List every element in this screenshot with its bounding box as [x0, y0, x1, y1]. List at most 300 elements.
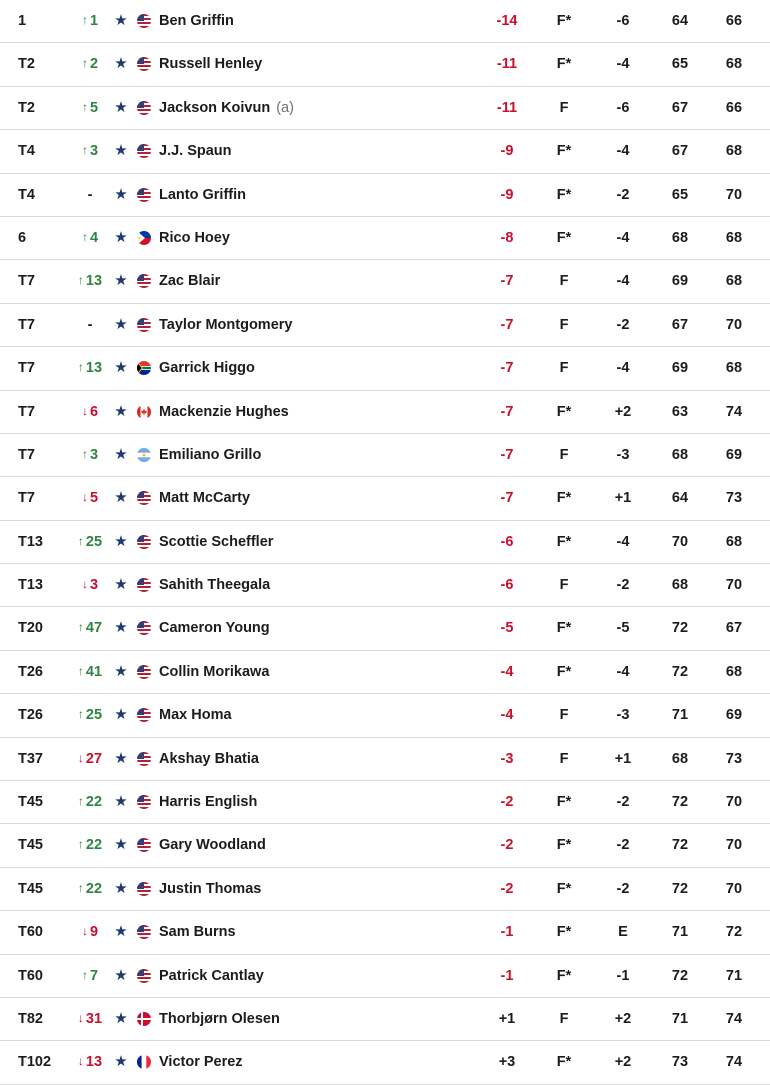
- round-score: +1: [614, 490, 632, 507]
- down-arrow-icon: ↓: [81, 577, 88, 592]
- round-2-strokes: 70: [725, 794, 743, 811]
- player-name-text: Harris English: [159, 794, 258, 811]
- thru-status: F: [559, 316, 569, 333]
- table-row[interactable]: [0, 304, 770, 347]
- table-row[interactable]: [0, 174, 770, 217]
- movement-value: 2: [89, 56, 99, 73]
- round-1-strokes: 68: [671, 750, 689, 767]
- thru-status: F*: [556, 663, 572, 680]
- movement-value: 6: [89, 403, 99, 420]
- round-2-strokes: 70: [725, 577, 743, 594]
- player-name-text: J.J. Spaun: [159, 143, 232, 160]
- position-cell: T60: [18, 967, 43, 984]
- round-score: -4: [616, 229, 630, 246]
- favorite-star-icon[interactable]: ★: [114, 749, 128, 767]
- round-score: -2: [616, 316, 630, 333]
- round-1-strokes: 73: [671, 1054, 689, 1071]
- total-score: -7: [500, 490, 514, 507]
- position-cell: T26: [18, 707, 43, 724]
- position-cell: T13: [18, 577, 43, 594]
- usa-flag-icon: [137, 188, 151, 202]
- thru-status: F*: [556, 56, 572, 73]
- thru-status: F*: [556, 794, 572, 811]
- round-score: +2: [614, 1010, 632, 1027]
- favorite-star-icon[interactable]: ★: [114, 12, 128, 29]
- down-arrow-icon: ↓: [77, 1054, 84, 1069]
- favorite-star-icon[interactable]: ★: [114, 532, 128, 550]
- usa-flag-icon: [137, 795, 151, 809]
- player-name[interactable]: [159, 43, 262, 85]
- player-name[interactable]: [159, 0, 234, 42]
- position-cell: T7: [18, 490, 35, 507]
- position-movement: [72, 391, 108, 433]
- movement-value: 41: [85, 663, 103, 680]
- round-score: -4: [616, 143, 630, 160]
- position-movement: [72, 0, 108, 42]
- round-2-strokes: 70: [725, 186, 743, 203]
- thru-status: F*: [556, 143, 572, 160]
- position-movement: [72, 564, 108, 606]
- position-movement: [72, 1041, 108, 1083]
- round-score: +2: [614, 1054, 632, 1071]
- usa-flag-icon: [137, 14, 151, 28]
- favorite-star-icon[interactable]: ★: [114, 662, 128, 680]
- movement-value: 13: [85, 1054, 103, 1071]
- movement-value: 27: [85, 750, 103, 767]
- total-score: -5: [500, 620, 514, 637]
- table-row[interactable]: [0, 217, 770, 260]
- position-movement: [72, 694, 108, 736]
- player-name-text: Mackenzie Hughes: [159, 403, 289, 420]
- position-movement: [72, 651, 108, 693]
- position-cell: T4: [18, 143, 35, 160]
- position-movement: [72, 607, 108, 649]
- player-name[interactable]: [159, 955, 264, 997]
- position-movement: [72, 955, 108, 997]
- total-score: -9: [500, 186, 514, 203]
- thru-status: F*: [556, 490, 572, 507]
- up-arrow-icon: ↑: [81, 446, 88, 461]
- position-movement: [72, 174, 108, 216]
- round-score: -1: [616, 967, 630, 984]
- movement-value: 22: [85, 880, 103, 897]
- player-name[interactable]: [159, 87, 294, 129]
- usa-flag-icon: [137, 101, 151, 115]
- down-arrow-icon: ↓: [77, 750, 84, 765]
- movement-value: 9: [89, 924, 99, 941]
- position-movement: [72, 477, 108, 519]
- thru-status: F: [559, 577, 569, 594]
- favorite-star-icon[interactable]: ★: [114, 142, 128, 160]
- favorite-star-icon[interactable]: ★: [114, 1009, 128, 1027]
- table-row[interactable]: [0, 651, 770, 694]
- favorite-star-icon[interactable]: ★: [114, 836, 128, 854]
- player-name-text: Cameron Young: [159, 620, 270, 637]
- movement-value: -: [87, 316, 93, 333]
- total-score: -1: [500, 967, 514, 984]
- favorite-star-icon[interactable]: ★: [114, 923, 128, 941]
- player-name[interactable]: [159, 347, 255, 389]
- player-name[interactable]: [159, 304, 292, 346]
- thru-status: F*: [556, 13, 572, 29]
- usa-flag-icon: [137, 57, 151, 71]
- player-name[interactable]: [159, 477, 250, 519]
- round-2-strokes: 68: [725, 273, 743, 290]
- round-score: -5: [616, 620, 630, 637]
- round-1-strokes: 72: [671, 967, 689, 984]
- table-row[interactable]: [0, 694, 770, 737]
- position-movement: [72, 434, 108, 476]
- total-score: -1: [500, 924, 514, 941]
- usa-flag-icon: [137, 665, 151, 679]
- movement-value: 13: [85, 273, 103, 290]
- round-1-strokes: 72: [671, 880, 689, 897]
- usa-flag-icon: [137, 318, 151, 332]
- position-movement: [72, 738, 108, 780]
- favorite-star-icon[interactable]: ★: [114, 576, 128, 594]
- up-arrow-icon: ↑: [81, 56, 88, 71]
- down-arrow-icon: ↓: [81, 924, 88, 939]
- position-movement: [72, 130, 108, 172]
- round-1-strokes: 71: [671, 924, 689, 941]
- player-name-text: Gary Woodland: [159, 837, 266, 854]
- total-score: -4: [500, 663, 514, 680]
- favorite-star-icon[interactable]: ★: [114, 185, 128, 203]
- position-movement: [72, 998, 108, 1040]
- round-score: -4: [616, 273, 630, 290]
- movement-value: 1: [89, 13, 99, 29]
- round-score: -2: [616, 880, 630, 897]
- round-1-strokes: 72: [671, 620, 689, 637]
- total-score: -7: [500, 360, 514, 377]
- table-row[interactable]: [0, 130, 770, 173]
- player-name[interactable]: [159, 174, 246, 216]
- philippines-flag-icon: [137, 231, 151, 245]
- round-1-strokes: 69: [671, 273, 689, 290]
- usa-flag-icon: [137, 621, 151, 635]
- total-score: -7: [500, 273, 514, 290]
- position-movement: [72, 217, 108, 259]
- up-arrow-icon: ↑: [81, 143, 88, 158]
- round-2-strokes: 68: [725, 360, 743, 377]
- total-score: -7: [500, 316, 514, 333]
- player-name[interactable]: [159, 694, 232, 736]
- table-row[interactable]: [0, 87, 770, 130]
- round-score: -4: [616, 56, 630, 73]
- round-score: +2: [614, 403, 632, 420]
- usa-flag-icon: [137, 708, 151, 722]
- player-name[interactable]: [159, 521, 273, 563]
- favorite-star-icon[interactable]: ★: [114, 98, 128, 116]
- movement-value: 13: [85, 360, 103, 377]
- table-row[interactable]: [0, 564, 770, 607]
- position-cell: T20: [18, 620, 43, 637]
- round-2-strokes: 67: [725, 620, 743, 637]
- total-score: -2: [500, 837, 514, 854]
- favorite-star-icon[interactable]: ★: [114, 402, 128, 420]
- round-1-strokes: 65: [671, 186, 689, 203]
- player-name[interactable]: [159, 1041, 243, 1083]
- round-2-strokes: 68: [725, 56, 743, 73]
- usa-flag-icon: [137, 274, 151, 288]
- movement-value: 3: [89, 143, 99, 160]
- position-cell: T4: [18, 186, 35, 203]
- denmark-flag-icon: [137, 1012, 151, 1026]
- usa-flag-icon: [137, 535, 151, 549]
- total-score: -4: [500, 707, 514, 724]
- round-1-strokes: 72: [671, 663, 689, 680]
- round-score: E: [618, 924, 628, 941]
- round-score: -6: [616, 99, 630, 116]
- round-2-strokes: 68: [725, 663, 743, 680]
- up-arrow-icon: ↑: [77, 273, 84, 288]
- position-cell: T13: [18, 533, 43, 550]
- up-arrow-icon: ↑: [77, 360, 84, 375]
- position-cell: T2: [18, 99, 35, 116]
- usa-flag-icon: [137, 752, 151, 766]
- total-score: -8: [500, 229, 514, 246]
- round-1-strokes: 71: [671, 707, 689, 724]
- thru-status: F*: [556, 1054, 572, 1071]
- position-cell: T7: [18, 316, 35, 333]
- position-movement: [72, 781, 108, 823]
- round-score: -6: [616, 13, 630, 29]
- round-1-strokes: 64: [671, 13, 689, 29]
- round-2-strokes: 73: [725, 750, 743, 767]
- player-name[interactable]: [159, 824, 266, 866]
- position-cell: T45: [18, 837, 43, 854]
- round-2-strokes: 74: [725, 1054, 743, 1071]
- round-score: -2: [616, 186, 630, 203]
- player-name[interactable]: [159, 738, 259, 780]
- round-2-strokes: 72: [725, 924, 743, 941]
- movement-value: 4: [89, 229, 99, 246]
- table-row[interactable]: [0, 955, 770, 998]
- round-1-strokes: 70: [671, 533, 689, 550]
- total-score: +3: [498, 1054, 516, 1071]
- table-row[interactable]: [0, 607, 770, 650]
- up-arrow-icon: ↑: [77, 620, 84, 635]
- canada-flag-icon: [137, 405, 151, 419]
- favorite-star-icon[interactable]: ★: [114, 445, 128, 463]
- favorite-star-icon[interactable]: ★: [114, 619, 128, 637]
- thru-status: F: [559, 446, 569, 463]
- total-score: -11: [496, 99, 518, 116]
- round-2-strokes: 66: [725, 99, 743, 116]
- round-2-strokes: 69: [725, 707, 743, 724]
- round-2-strokes: 68: [725, 143, 743, 160]
- favorite-star-icon[interactable]: ★: [114, 966, 128, 984]
- thru-status: F*: [556, 186, 572, 203]
- favorite-star-icon[interactable]: ★: [114, 55, 128, 73]
- player-name-text: Collin Morikawa: [159, 663, 270, 680]
- round-1-strokes: 67: [671, 99, 689, 116]
- favorite-star-icon[interactable]: ★: [114, 879, 128, 897]
- thru-status: F*: [556, 880, 572, 897]
- thru-status: F: [559, 707, 569, 724]
- movement-value: 7: [89, 967, 99, 984]
- player-name[interactable]: [159, 217, 230, 259]
- position-cell: T7: [18, 273, 35, 290]
- position-movement: [72, 911, 108, 953]
- round-1-strokes: 64: [671, 490, 689, 507]
- round-score: -2: [616, 794, 630, 811]
- player-name-text: Zac Blair: [159, 273, 221, 290]
- total-score: -2: [500, 794, 514, 811]
- argentina-flag-icon: [137, 448, 151, 462]
- thru-status: F*: [556, 620, 572, 637]
- player-name-text: Rico Hoey: [159, 229, 230, 246]
- movement-value: 25: [85, 707, 103, 724]
- player-name-text: Taylor Montgomery: [159, 316, 293, 333]
- player-name[interactable]: [159, 868, 261, 910]
- total-score: -3: [500, 750, 514, 767]
- up-arrow-icon: ↑: [81, 229, 88, 244]
- up-arrow-icon: ↑: [81, 99, 88, 114]
- up-arrow-icon: ↑: [77, 837, 84, 852]
- up-arrow-icon: ↑: [77, 663, 84, 678]
- player-name[interactable]: [159, 391, 289, 433]
- player-name-text: Akshay Bhatia: [159, 750, 259, 767]
- thru-status: F: [559, 360, 569, 377]
- movement-value: 22: [85, 837, 103, 854]
- amateur-badge: (a): [276, 99, 294, 116]
- favorite-star-icon[interactable]: ★: [114, 793, 128, 811]
- round-1-strokes: 67: [671, 143, 689, 160]
- table-row[interactable]: [0, 1041, 770, 1084]
- round-1-strokes: 68: [671, 577, 689, 594]
- round-2-strokes: 68: [725, 533, 743, 550]
- position-cell: T26: [18, 663, 43, 680]
- player-name-text: Thorbjørn Olesen: [159, 1010, 280, 1027]
- table-row[interactable]: [0, 998, 770, 1041]
- round-2-strokes: 71: [725, 967, 743, 984]
- position-cell: T45: [18, 794, 43, 811]
- position-movement: [72, 521, 108, 563]
- table-row[interactable]: [0, 521, 770, 564]
- round-1-strokes: 68: [671, 446, 689, 463]
- total-score: -6: [500, 533, 514, 550]
- table-row[interactable]: [0, 434, 770, 477]
- round-score: -3: [616, 446, 630, 463]
- total-score: -7: [500, 446, 514, 463]
- player-name[interactable]: [159, 911, 236, 953]
- table-row[interactable]: [0, 0, 770, 43]
- round-2-strokes: 70: [725, 316, 743, 333]
- round-2-strokes: 73: [725, 490, 743, 507]
- player-name-text: Garrick Higgo: [159, 360, 255, 377]
- favorite-star-icon[interactable]: ★: [114, 706, 128, 724]
- thru-status: F*: [556, 533, 572, 550]
- round-1-strokes: 72: [671, 794, 689, 811]
- player-name[interactable]: [159, 781, 257, 823]
- usa-flag-icon: [137, 838, 151, 852]
- player-name[interactable]: [159, 651, 269, 693]
- thru-status: F*: [556, 403, 572, 420]
- round-2-strokes: 70: [725, 837, 743, 854]
- usa-flag-icon: [137, 578, 151, 592]
- thru-status: F: [559, 99, 569, 116]
- position-movement: [72, 87, 108, 129]
- usa-flag-icon: [137, 925, 151, 939]
- usa-flag-icon: [137, 882, 151, 896]
- france-flag-icon: [137, 1055, 151, 1069]
- round-1-strokes: 67: [671, 316, 689, 333]
- player-name[interactable]: [159, 607, 270, 649]
- round-score: +1: [614, 750, 632, 767]
- table-row[interactable]: [0, 911, 770, 954]
- up-arrow-icon: ↑: [81, 13, 88, 27]
- movement-value: 3: [89, 446, 99, 463]
- round-2-strokes: 74: [725, 403, 743, 420]
- thru-status: F*: [556, 229, 572, 246]
- player-name-text: Lanto Griffin: [159, 186, 246, 203]
- thru-status: F: [559, 273, 569, 290]
- player-name-text: Emiliano Grillo: [159, 446, 262, 463]
- round-score: -4: [616, 663, 630, 680]
- position-movement: [72, 868, 108, 910]
- player-name-text: Matt McCarty: [159, 490, 251, 507]
- player-name[interactable]: [159, 260, 220, 302]
- round-score: -3: [616, 707, 630, 724]
- favorite-star-icon[interactable]: ★: [114, 489, 128, 507]
- table-row[interactable]: [0, 347, 770, 390]
- table-row[interactable]: [0, 824, 770, 867]
- table-row[interactable]: [0, 738, 770, 781]
- position-movement: [72, 43, 108, 85]
- favorite-star-icon[interactable]: ★: [114, 228, 128, 246]
- player-name[interactable]: [159, 130, 232, 172]
- table-row[interactable]: [0, 477, 770, 520]
- round-2-strokes: 74: [725, 1010, 743, 1027]
- position-cell: T102: [18, 1054, 52, 1071]
- player-name-text: Justin Thomas: [159, 880, 262, 897]
- usa-flag-icon: [137, 491, 151, 505]
- down-arrow-icon: ↓: [77, 1010, 84, 1025]
- movement-value: 5: [89, 490, 99, 507]
- down-arrow-icon: ↓: [81, 490, 88, 505]
- table-row[interactable]: [0, 868, 770, 911]
- movement-value: -: [87, 186, 93, 203]
- favorite-star-icon[interactable]: ★: [114, 272, 128, 290]
- table-row[interactable]: [0, 391, 770, 434]
- player-name[interactable]: [159, 998, 280, 1040]
- thru-status: F*: [556, 924, 572, 941]
- player-name[interactable]: [159, 434, 261, 476]
- favorite-star-icon[interactable]: ★: [114, 315, 128, 333]
- position-cell: T2: [18, 56, 35, 73]
- table-row[interactable]: [0, 43, 770, 86]
- up-arrow-icon: ↑: [81, 967, 88, 982]
- up-arrow-icon: ↑: [77, 707, 84, 722]
- player-name[interactable]: [159, 564, 270, 606]
- total-score: -11: [496, 56, 518, 73]
- table-row[interactable]: [0, 781, 770, 824]
- player-name-text: Victor Perez: [159, 1054, 243, 1071]
- round-2-strokes: 68: [725, 229, 743, 246]
- favorite-star-icon[interactable]: ★: [114, 1053, 128, 1071]
- position-movement: [72, 347, 108, 389]
- total-score: -14: [496, 13, 518, 29]
- total-score: -2: [500, 880, 514, 897]
- position-movement: [72, 824, 108, 866]
- player-name-text: Sam Burns: [159, 924, 236, 941]
- position-cell: 1: [18, 13, 27, 29]
- favorite-star-icon[interactable]: ★: [114, 359, 128, 377]
- table-row[interactable]: [0, 260, 770, 303]
- south-africa-flag-icon: [137, 361, 151, 375]
- up-arrow-icon: ↑: [77, 880, 84, 895]
